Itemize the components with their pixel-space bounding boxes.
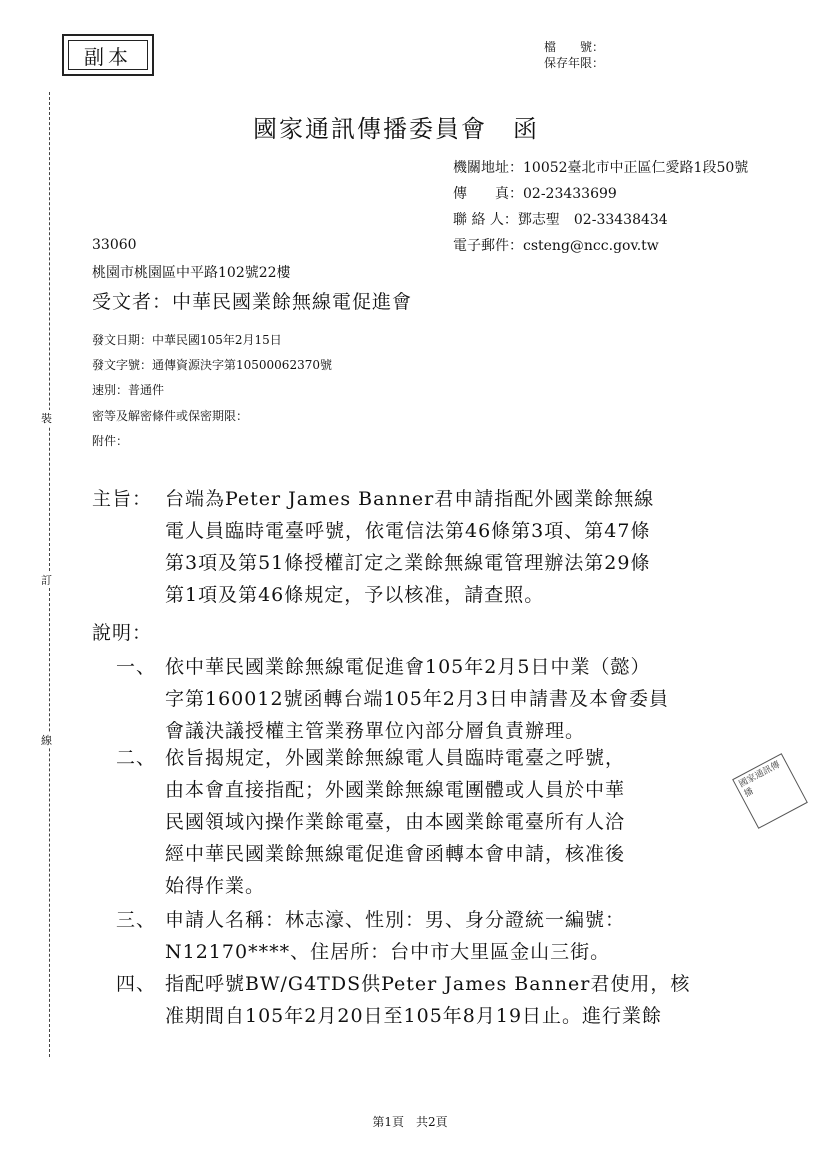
file-number-label: 檔 號： (544, 40, 605, 54)
official-seal-stamp: 國家通訊傳播 (732, 753, 808, 829)
item-line: 由本會直接指配；外國業餘無線電團體或人員於中華 (165, 779, 626, 801)
subject-line: 第3項及第51條授權訂定之業餘無線電管理辦法第29條 (165, 552, 651, 574)
recipient-postal-code: 33060 (92, 237, 137, 253)
sender-contact: 聯 絡 人：鄧志聖 02-33438434 (453, 212, 668, 228)
issue-date: 發文日期：中華民國105年2月15日 (92, 333, 282, 347)
subject-line: 電人員臨時電臺呼號，依電信法第46條第3項、第47條 (165, 520, 651, 542)
subject-line: 第1項及第46條規定，予以核准，請查照。 (165, 584, 545, 606)
item-line: 始得作業。 (165, 875, 266, 897)
recipient-name: 受文者：中華民國業餘無線電促進會 (92, 291, 413, 313)
subject-label: 主旨： (92, 488, 153, 510)
item-line: 民國領域內操作業餘電臺，由本國業餘電臺所有人洽 (165, 811, 626, 833)
item-number: 四、 (116, 973, 157, 995)
secrecy-level: 密等及解密條件或保密期限： (92, 409, 249, 423)
retention-label: 保存年限： (544, 56, 605, 70)
explanation-label: 說明： (92, 622, 153, 644)
item-number: 一、 (116, 656, 157, 678)
sender-fax: 傳 真：02-23433699 (453, 186, 617, 202)
attachments: 附件： (92, 434, 129, 448)
item-line: 會議決議授權主管業務單位內部分層負責辦理。 (165, 720, 586, 742)
speed-class: 速別：普通件 (92, 383, 165, 397)
binding-mark-zhuang: 裝 (41, 412, 52, 425)
item-number: 三、 (116, 909, 157, 931)
item-line: 字第160012號函轉台端105年2月3日申請書及本會委員 (165, 688, 669, 710)
copy-mark: 副本 (68, 40, 148, 70)
item-number: 二、 (116, 747, 157, 769)
item-line: 經中華民國業餘無線電促進會函轉本會申請，核准後 (165, 843, 626, 865)
binding-mark-ding: 訂 (41, 574, 52, 587)
page-footer: 第1頁 共2頁 (372, 1115, 448, 1129)
item-line: 申請人名稱：林志濠、性別：男、身分證統一編號： (165, 909, 626, 931)
binding-mark-xian: 線 (41, 734, 52, 747)
recipient-address: 桃園市桃園區中平路102號22樓 (92, 265, 291, 281)
item-line: 准期間自105年2月20日至105年8月19日止。進行業餘 (165, 1005, 663, 1027)
document-title: 國家通訊傳播委員會 函 (253, 115, 539, 143)
sender-email: 電子郵件：csteng@ncc.gov.tw (453, 238, 659, 254)
subject-line: 台端為Peter James Banner君申請指配外國業餘無線 (165, 488, 655, 510)
document-number: 發文字號：通傳資源決字第10500062370號 (92, 358, 332, 372)
item-line: 指配呼號BW/G4TDS供Peter James Banner君使用，核 (165, 973, 691, 995)
item-line: 依旨揭規定，外國業餘無線電人員臨時電臺之呼號， (165, 747, 626, 769)
copy-mark-box (62, 34, 154, 76)
item-line: 依中華民國業餘無線電促進會105年2月5日中業（懿） (165, 656, 651, 678)
item-line: N12170****、住居所：台中市大里區金山三街。 (165, 941, 611, 963)
sender-address: 機關地址：10052臺北市中正區仁愛路1段50號 (453, 160, 749, 176)
